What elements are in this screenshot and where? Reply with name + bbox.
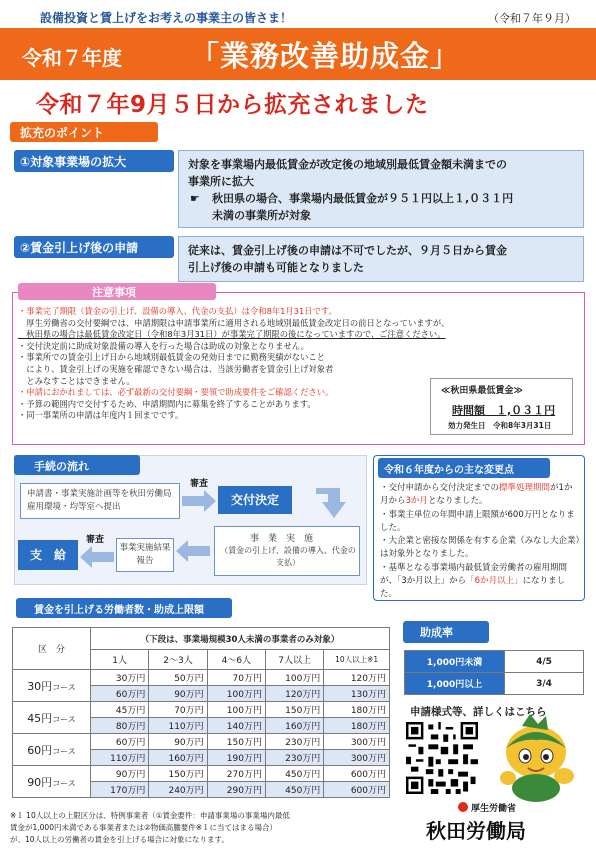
limit-cell-lower: 110万円 [91, 750, 149, 766]
limit-cell-lower: 100万円 [207, 686, 265, 702]
flow-step-submit: 申請書・事業実施計画等を秋田労働局雇用環境・均等室へ提出 [20, 483, 180, 519]
limits-col-note: （下段は、事業場規模30人未満の事業者のみ対象） [91, 628, 390, 650]
limit-cell-upper: 100万円 [265, 670, 323, 686]
limit-cell-lower: 450万円 [265, 782, 323, 798]
limit-cell-lower: 80万円 [91, 718, 149, 734]
limit-cell-lower: 300万円 [324, 750, 390, 766]
point1-title: ①対象事業場の拡大 [20, 155, 127, 169]
limit-cell-lower: 130万円 [324, 686, 390, 702]
limit-cell-upper: 150万円 [149, 766, 207, 782]
ministry-logo-icon [458, 802, 468, 812]
point1-line3: 秋田県の場合、事業場内最低賃金が９５１円以上１,０３１円 [212, 192, 514, 205]
changes-item: ・事業主単位の年間申請上限額が600万円となりました。 [380, 509, 575, 533]
rate-value: 3/4 [505, 673, 584, 695]
limits-col-header: 1人 [91, 650, 149, 670]
limit-cell-upper: 60万円 [91, 734, 149, 750]
course-label [13, 702, 91, 734]
limits-col-header: 10人以上※1 [324, 650, 390, 670]
point2-line1: 従来は、賃金引上げ後の申請は不可でしたが、９月５日から賃金 [188, 244, 507, 257]
notice-item: ・予算の範囲内で交付するため、申請期間内に募集を終了することがあります。 [18, 398, 316, 409]
notice-item: 秋田県の場合は最低賃金改定日（令和8年3月31日）が事業完了期限の後になっていますので、ご注意ください。 [18, 329, 446, 340]
flow-step-payment: 支 給 [18, 540, 78, 570]
program-title: 「業務改善助成金」 [190, 39, 461, 73]
flow-arrow-left-2 [80, 546, 114, 568]
rate-label: 1,000円以上 [405, 673, 505, 695]
rate-label: 1,000円未満 [405, 651, 505, 673]
limit-cell-lower: 60万円 [91, 686, 149, 702]
course-suffix: コース [52, 746, 76, 756]
flow-step-decision: 交付決定 [218, 486, 292, 514]
limit-cell-upper: 150万円 [207, 734, 265, 750]
limits-table [12, 627, 390, 798]
flow-review-2: 審査 [86, 535, 105, 545]
apply-link-text: 申請様式等、詳しくはこちら [410, 706, 547, 718]
limit-cell-upper: 90万円 [91, 766, 149, 782]
notice-item: とみなすことはできません。 [18, 375, 135, 386]
notice-item: により、賃金引上げの実施を確認できない場合は、当該労働者を賃金引上げ対象者 [18, 363, 334, 374]
table-row [13, 702, 390, 718]
notice-item: ・事業完了期限（賃金の引上げ、設備の導入、代金の支払）は令和8年1月31日です。 [18, 306, 337, 316]
limit-cell-lower: 120万円 [265, 686, 323, 702]
bureau-name: 秋田労働局 [426, 819, 526, 843]
course-label [13, 766, 91, 798]
limit-cell-upper: 70万円 [207, 670, 265, 686]
ministry-name: 厚生労働省 [471, 804, 517, 814]
limit-cell-upper: 150万円 [265, 702, 323, 718]
changes-item-highlight: 「6か月以上」 [466, 576, 523, 587]
point2-line2: 引上げ後の申請も可能となりました [188, 261, 364, 274]
limit-cell-lower: 90万円 [149, 686, 207, 702]
notice-item: ・同一事業所の申請は年度内１回までです。 [18, 410, 184, 421]
changes-item-text: ・交付申請から交付決定までの [380, 483, 500, 493]
changes-item-text: が1か月から [380, 483, 573, 507]
points-tab-label: 拡充のポイント [20, 126, 105, 140]
table-row [13, 670, 390, 686]
table-row [13, 734, 390, 750]
changes-title: 令和６年度からの主な変更点 [384, 465, 514, 476]
limit-cell-upper: 270万円 [207, 766, 265, 782]
point2-title: ②賃金引上げ後の申請 [20, 241, 139, 255]
changes-item-text: になりました。 [380, 576, 566, 600]
course-amount: 90円 [27, 775, 53, 789]
course-label [13, 670, 91, 702]
limit-cell-upper: 600万円 [324, 766, 390, 782]
limit-cell-upper: 450万円 [265, 766, 323, 782]
limits-col-header: 4〜6人 [207, 650, 265, 670]
rates-title: 助成率 [420, 626, 453, 639]
limit-cell-upper: 45万円 [91, 702, 149, 718]
header-date: （令和７年９月） [488, 12, 576, 25]
course-suffix: コース [52, 682, 76, 692]
course-amount: 30円 [27, 679, 53, 693]
flow-step-implementation-sub: （賃金の引上げ、設備の導入、代金の支払） [220, 546, 356, 567]
footnote-line: ※１ 10人以上の上限区分は、特例事業者（①賃金要件：申請事業場の事業場内最低 [10, 811, 290, 820]
year-label: 令和７年度 [22, 46, 122, 70]
header-subtitle: 設備投資と賃上げをお考えの事業主の皆さま！ [40, 11, 293, 25]
notice-title: 注意事項 [92, 286, 136, 299]
table-row [13, 766, 390, 782]
limit-cell-upper: 50万円 [149, 670, 207, 686]
notice-item: 厚生労働省の交付要綱では、申請期限は申請事業所に適用される地域別最低賃金改定日の前日となっていますが、 [18, 317, 450, 328]
course-amount: 60円 [27, 743, 53, 757]
changes-item [380, 562, 580, 602]
flow-arrow-right [182, 490, 218, 512]
limit-cell-lower: 190万円 [207, 750, 265, 766]
pointing-hand-icon: ☛ [190, 192, 200, 205]
flow-title: 手続の流れ [34, 460, 89, 473]
rates-table [404, 650, 584, 695]
limit-cell-lower: 170万円 [91, 782, 149, 798]
akita-min-wage-effective: 効力発生日 令和8年3月31日 [448, 421, 552, 430]
limits-col-category: 区 分 [13, 628, 91, 670]
limit-cell-upper: 90万円 [149, 734, 207, 750]
changes-list [380, 482, 580, 602]
limits-col-header: 2〜3人 [149, 650, 207, 670]
limit-cell-lower: 160万円 [265, 718, 323, 734]
point1-line2: 事業所に拡大 [188, 175, 254, 188]
qr-code-icon[interactable] [406, 722, 478, 794]
flow-step-report: 事業実施結果報告 [116, 538, 174, 572]
limit-cell-upper: 180万円 [324, 702, 390, 718]
notice-item: ・交付決定前に助成対象設備の導入を行った場合は助成の対象となりません。 [18, 340, 309, 351]
limit-cell-lower: 230万円 [265, 750, 323, 766]
footnote-line: が、10人以上の労働者の賃金を引上げる場合に対象になります。 [10, 835, 229, 844]
course-suffix: コース [52, 714, 76, 724]
course-label [13, 734, 91, 766]
limits-title: 賃金を引上げる労働者数・助成上限額 [34, 605, 204, 616]
rate-value: 4/5 [505, 651, 584, 673]
changes-item-text: となりました。 [427, 496, 488, 507]
flow-step-implementation-title: 事 業 実 施 [250, 534, 314, 544]
course-suffix: コース [52, 778, 76, 788]
notice-item: ・事業所での賃金引上げ日から地域別最低賃金の発効日までに勤務実績がないこと [18, 352, 325, 363]
limit-cell-lower: 180万円 [324, 718, 390, 734]
limit-cell-lower: 290万円 [207, 782, 265, 798]
limit-cell-upper: 230万円 [265, 734, 323, 750]
limit-cell-upper: 70万円 [149, 702, 207, 718]
mascot-icon [484, 712, 588, 804]
course-amount: 45円 [27, 711, 53, 725]
limit-cell-lower: 140万円 [207, 718, 265, 734]
flow-arrow-down [316, 488, 356, 522]
limit-cell-upper: 120万円 [324, 670, 390, 686]
notice-item: ・申請におかれましては、必ず最新の交付要綱・要領で助成要件をご確認ください。 [18, 387, 334, 398]
footnote-line: 賃金が1,000円未満である事業者または②物価高騰要件※１に当てはまる場合） [10, 823, 277, 832]
point1-line1: 対象を事業場内最低賃金が改定後の地域別最低賃金額未満までの [188, 158, 507, 171]
changes-item: ・大企業と密接な関係を有する企業（みなし大企業）は対象外となりました。 [380, 536, 580, 560]
point1-line4: 未満の事業所が対象 [212, 209, 311, 222]
limit-cell-lower: 110万円 [149, 718, 207, 734]
flow-arrow-left [176, 540, 210, 562]
changes-item [380, 482, 580, 509]
limits-col-header: 7人以上 [265, 650, 323, 670]
flow-review-1: 審査 [190, 479, 209, 489]
limit-cell-upper: 300万円 [324, 734, 390, 750]
changes-item-highlight: 3か月 [405, 496, 428, 507]
limit-cell-upper: 30万円 [91, 670, 149, 686]
limit-cell-lower: 160万円 [149, 750, 207, 766]
limit-cell-upper: 100万円 [207, 702, 265, 718]
akita-min-wage-hourly: 時間額 １,０３１円 [452, 404, 556, 417]
headline: 令和７年9月５日から拡充されました [36, 92, 429, 118]
changes-item-highlight: 標準処理期間 [499, 483, 551, 493]
limits-footnote [10, 810, 410, 846]
changes-item-text: ・基準となる事業場内最低賃金労働者の雇用期間が、「3か月以上」から [380, 562, 568, 587]
akita-min-wage-title: ≪秋田県最低賃金≫ [441, 386, 523, 396]
limit-cell-lower: 240万円 [149, 782, 207, 798]
limit-cell-lower: 600万円 [324, 782, 390, 798]
notice-list [18, 306, 449, 422]
